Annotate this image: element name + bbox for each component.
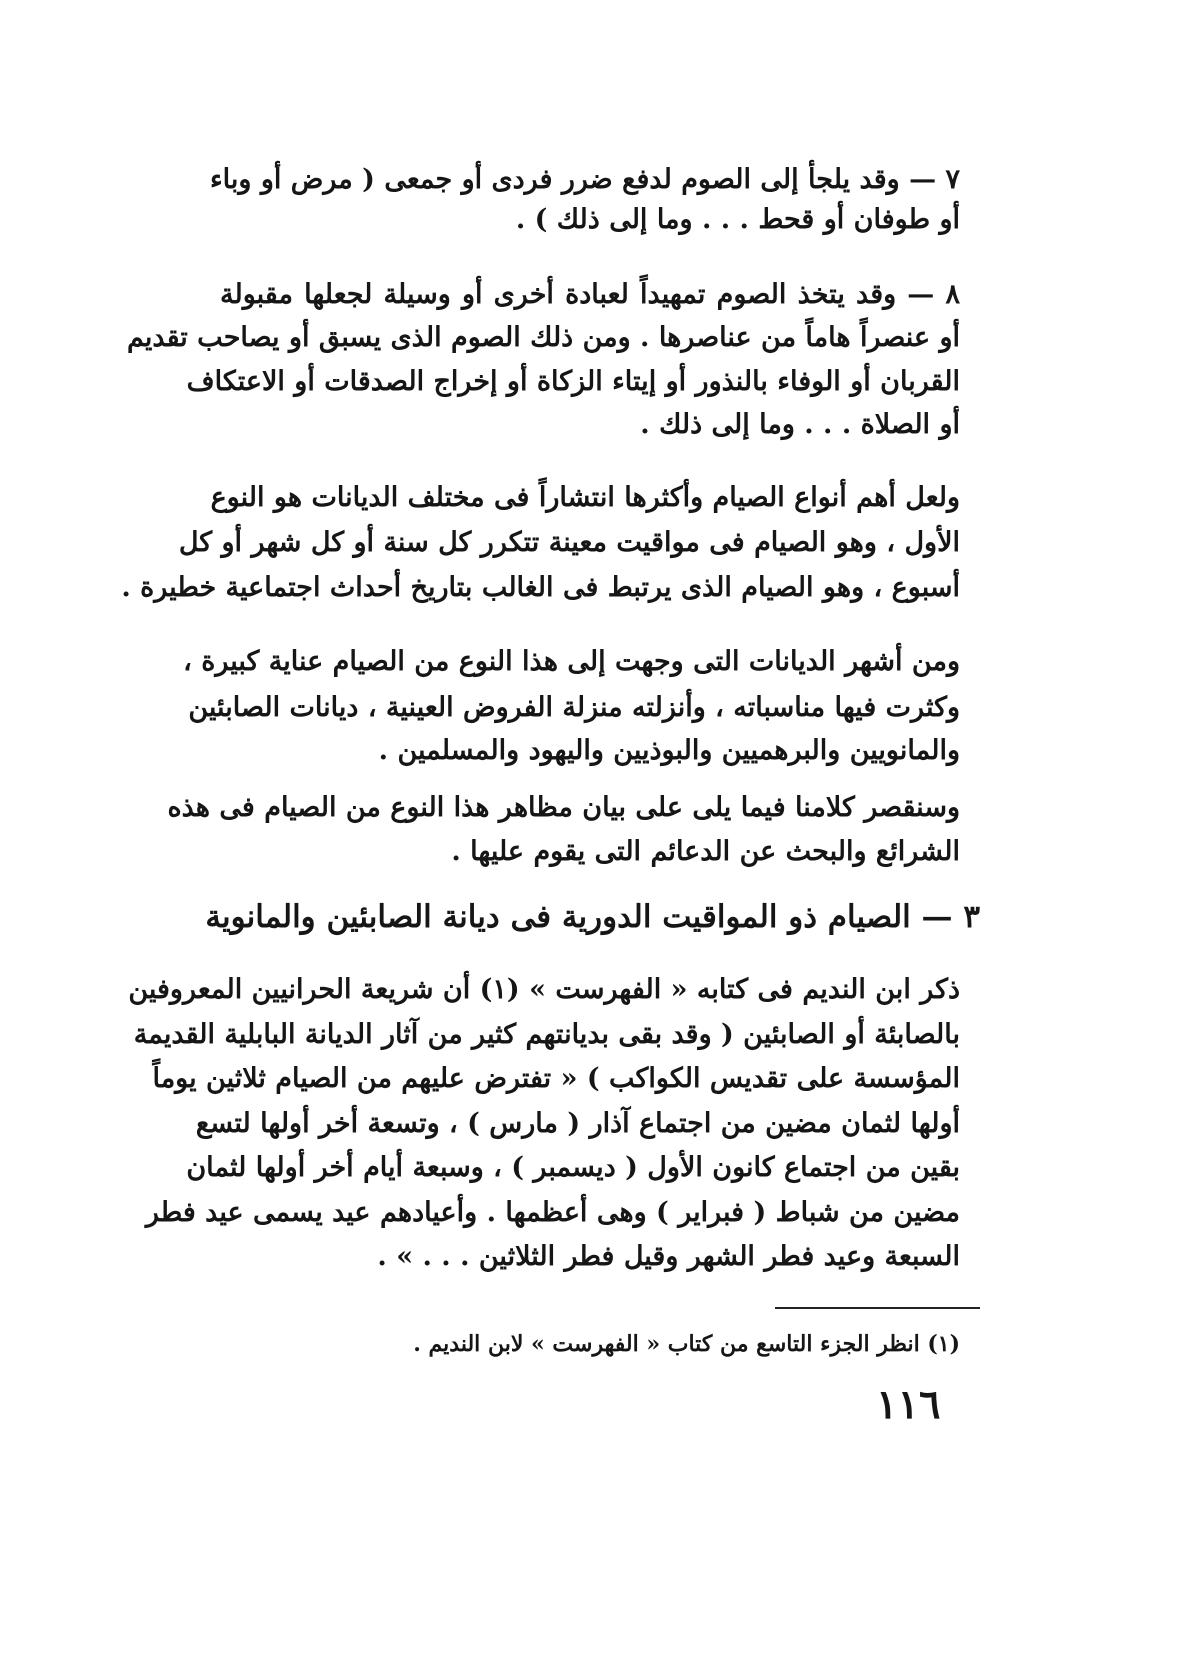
section-paragraph-line-2: بالصابئة أو الصابئين ( وقد بقى بديانتهم كثير من آثار الديانة البابلية القديمة	[133, 1019, 960, 1050]
section-paragraph-line-1: ذكر ابن النديم فى كتابه « الفهرست » (١) أن شريعة الحرانيين المعروفين	[128, 974, 960, 1005]
paragraph-8-line-4: أو الصلاة . . . وما إلى ذلك .	[640, 409, 960, 440]
paragraph-scope-line-2: الشرائع والبحث عن الدعائم التى يقوم عليها .	[451, 836, 960, 867]
paragraph-8-line-2: أو عنصراً هاماً من عناصرها . ومن ذلك الصوم الذى يسبق أو يصاحب تقديم	[126, 322, 960, 353]
paragraph-7-line-2: أو طوفان أو قحط . . . وما إلى ذلك ) .	[515, 204, 960, 235]
paragraph-7-line-1: ٧ — وقد يلجأ إلى الصوم لدفع ضرر فردى أو جمعى ( مرض أو وباء	[209, 164, 960, 195]
footnote-separator	[775, 1307, 980, 1309]
section-heading: ٣ — الصيام ذو المواقيت الدورية فى ديانة الصابئين والمانوية	[205, 899, 980, 935]
section-paragraph-line-6: مضين من شباط ( فبراير ) وهى أعظمها . وأعيادهم عيد يسمى عيد فطر	[145, 1197, 960, 1228]
section-paragraph-line-4: أولها لثمان مضين من اجتماع آذار ( مارس ) ، وتسعة أخر أولها لتسع	[195, 1108, 960, 1139]
paragraph-religions-line-2: وكثرت فيها مناسباته ، وأنزلته منزلة الفروض العينية ، ديانات الصابئين	[188, 692, 960, 723]
section-paragraph-line-7: السبعة وعيد فطر الشهر وقيل فطر الثلاثين . . . » .	[377, 1241, 960, 1272]
paragraph-scope-line-1: وسنقصر كلامنا فيما يلى على بيان مظاهر هذا النوع من الصيام فى هذه	[167, 792, 960, 823]
paragraph-fasting-types-line-3: أسبوع ، وهو الصيام الذى يرتبط فى الغالب بتاريخ أحداث اجتماعية خطيرة .	[121, 572, 960, 603]
section-paragraph-line-5: بقين من اجتماع كانون الأول ( ديسمبر ) ، وسبعة أيام أخر أولها لثمان	[186, 1152, 960, 1183]
paragraph-fasting-types-line-2: الأول ، وهو الصيام فى مواقيت معينة تتكرر كل سنة أو كل شهر أو كل	[178, 527, 960, 558]
paragraph-religions-line-1: ومن أشهر الديانات التى وجهت إلى هذا النوع من الصيام عناية كبيرة ،	[183, 646, 960, 677]
paragraph-religions-line-3: والمانويين والبرهميين والبوذيين واليهود والمسلمين .	[378, 735, 960, 766]
paragraph-8-line-1: ٨ — وقد يتخذ الصوم تمهيداً لعبادة أخرى أو وسيلة لجعلها مقبولة	[220, 279, 960, 310]
paragraph-8-line-3: القربان أو الوفاء بالنذور أو إيتاء الزكاة أو إخراج الصدقات أو الاعتكاف	[186, 366, 960, 397]
footnote: (١) انظر الجزء التاسع من كتاب « الفهرست » لابن النديم .	[413, 1331, 960, 1357]
page-number: ١١٦	[876, 1381, 941, 1428]
paragraph-fasting-types-line-1: ولعل أهم أنواع الصيام وأكثرها انتشاراً فى مختلف الديانات هو النوع	[210, 482, 960, 513]
section-paragraph-line-3: المؤسسة على تقديس الكواكب ) « تفترض عليهم من الصيام ثلاثين يوماً	[152, 1063, 960, 1094]
